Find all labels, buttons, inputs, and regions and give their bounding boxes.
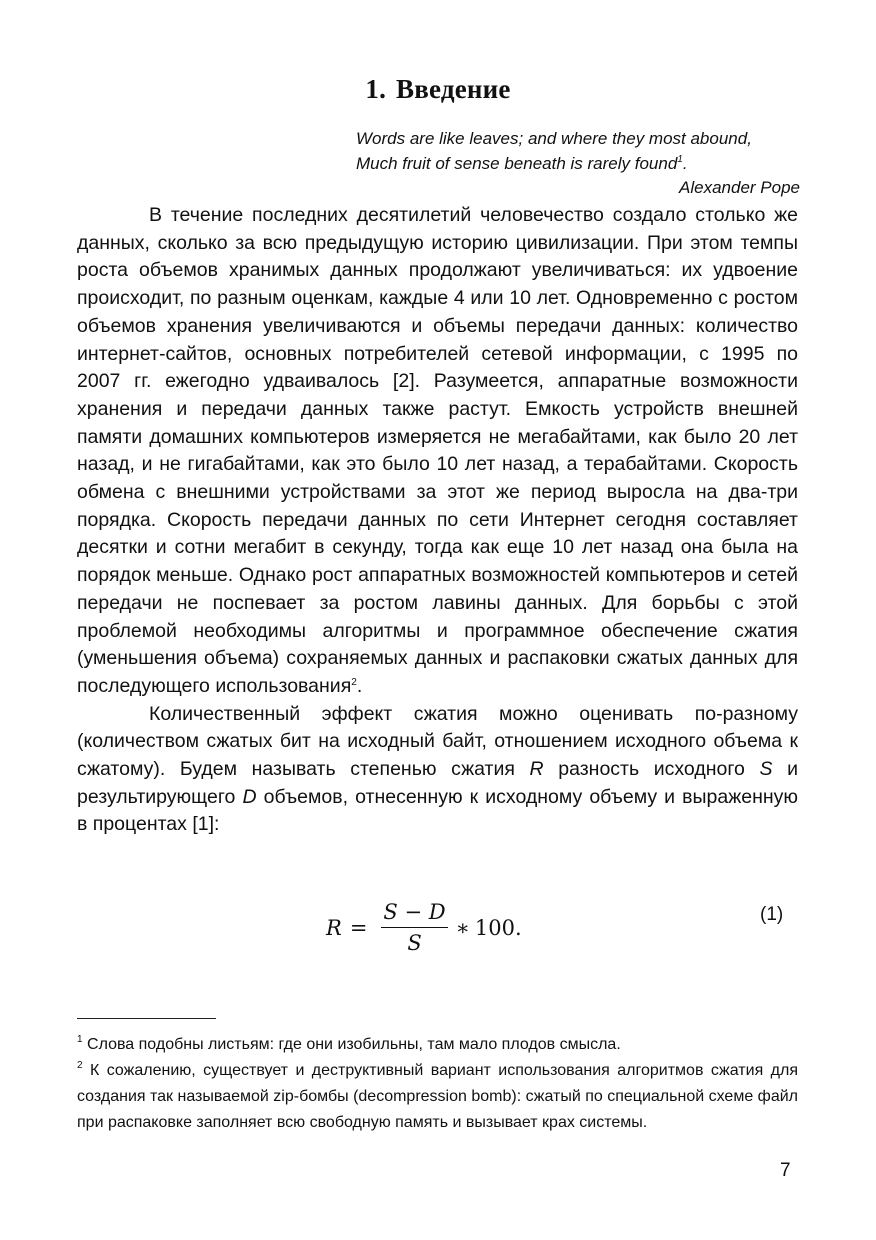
formula-times: ∗ — [455, 915, 470, 940]
paragraph-2-text-b: разность исходного — [543, 758, 760, 781]
paragraph-2-text-a: Количественный эффект сжатия можно оценивать по-разному (количеством сжатых бит на исходный байт, отношением исходного объема к сжатому). Будем называть степенью сжатия — [77, 702, 798, 781]
formula-denominator: S — [407, 931, 422, 955]
epigraph — [356, 127, 800, 201]
page-number: 7 — [780, 1160, 791, 1181]
body-text — [77, 202, 798, 839]
section-heading — [0, 74, 876, 105]
footnote-1-text: Слова подобны листьям: где они изобильны, там мало плодов смысла. — [82, 1036, 621, 1053]
footnote-1 — [77, 1032, 798, 1058]
footnotes — [77, 1032, 798, 1136]
paragraph-2-text-c: и результирующего — [77, 758, 799, 808]
formula-end: . — [514, 915, 522, 940]
footnote-ref-1[interactable]: 1 — [677, 153, 683, 165]
var-R: R — [529, 758, 544, 781]
paragraph-2-text-d: объемов, отнесенную к исходному объему и выраженную в процентах [1]: — [77, 785, 799, 836]
var-D: D — [242, 785, 257, 808]
var-S: S — [759, 758, 773, 781]
epigraph-line-2-end: . — [682, 153, 688, 173]
formula-numerator: S − D — [381, 900, 447, 928]
section-title: Введение — [396, 74, 511, 104]
epigraph-author: Alexander Pope — [679, 178, 800, 197]
paragraph-1 — [77, 202, 798, 701]
epigraph-line-2-text: Much fruit of sense beneath is rarely found — [356, 153, 678, 173]
paragraph-1-end: . — [356, 674, 363, 697]
formula-equals: = — [349, 915, 368, 940]
compression-ratio-formula — [326, 900, 522, 955]
formula-lhs: R — [326, 915, 342, 940]
paragraph-1-text: В течение последних десятилетий человечество создало столько же данных, сколько за всю предыдущую историю цивилизации. При этом темпы роста объемов хранимых данных продолжают увеличиваться: их удвоение происходит, по разным оценкам, каждые 4 или 10 лет. Одновременно с ростом объемов хранения увеличиваются и объемы передачи данных: количество интернет-сайтов, основных потребителей сетевой информации, с 1995 по 2007 гг. ежегодно удваивалось [2]. Разумеется, аппаратные возможности хранения и передачи данных также растут. Емкость устройств внешней памяти домашних компьютеров измеряется не мегабайтами, как было 20 лет назад, и не гигабайтами, как это было 10 лет назад, а терабайтами. Скорость обмена с внешними устройствами за этот же период выросла на два-три порядка. Скорость передачи данных по сети Интернет сегодня составляет десятки и сотни мегабит в секунду, тогда как еще 10 лет назад она была на порядок меньше. Однако рост аппаратных возможностей компьютеров и сетей передачи не поспевает за ростом лавины данных. Для борьбы с этой проблемой необходимы алгоритмы и программное обеспечение сжатия (уменьшения объема) сохраняемых данных и распаковки сжатых данных для последующего использования — [77, 204, 798, 697]
footnote-2 — [77, 1058, 798, 1136]
equation-number: (1) — [760, 904, 784, 925]
paragraph-2 — [77, 701, 798, 840]
footnote-2-text: К сожалению, существует и деструктивный вариант использования алгоритмов сжатия для создания так называемой zip-бомбы (decompression bomb): сжатый по специальной схеме файл при распаковке заполняет всю свободную память и вызывает крах системы. — [77, 1062, 798, 1131]
section-number: 1. — [365, 74, 387, 104]
footnote-separator — [77, 1018, 216, 1019]
epigraph-line-2 — [356, 152, 800, 177]
footnote-ref-2[interactable]: 2 — [351, 676, 357, 688]
epigraph-line-1: Words are like leaves; and where they most abound, — [356, 129, 752, 148]
footnote-1-mark: 1 — [77, 1034, 83, 1045]
formula-fraction — [381, 900, 447, 955]
footnote-2-mark: 2 — [77, 1060, 83, 1071]
formula-factor: 100 — [474, 915, 515, 940]
